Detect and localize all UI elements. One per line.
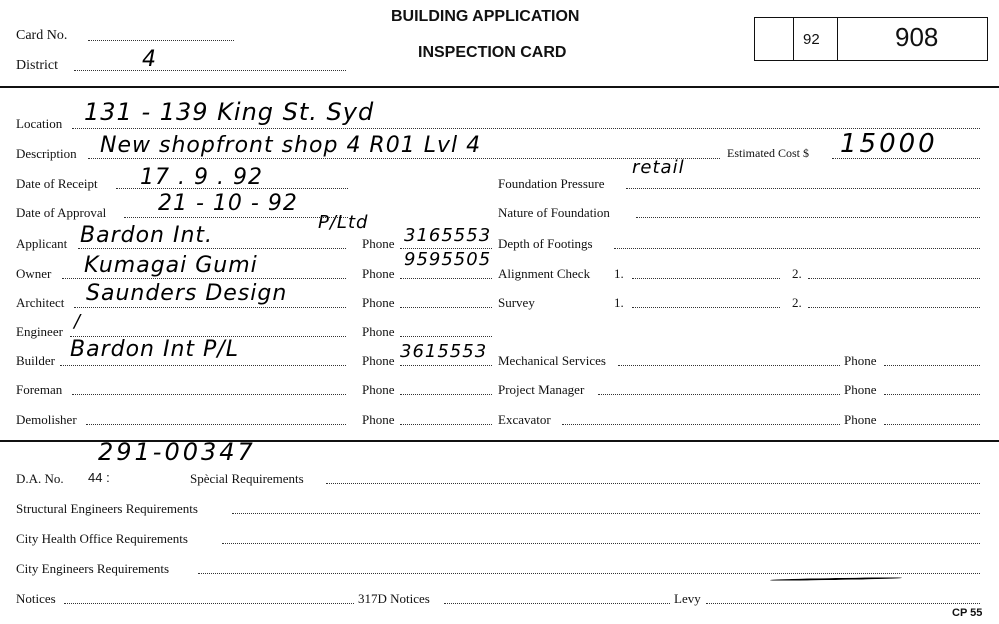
nature-label: Nature of Foundation [498,205,610,220]
demolisher-phone-field[interactable] [400,424,492,425]
builder-field[interactable] [60,365,346,366]
notices-label: Notices [16,591,56,606]
description-value: New shopfront shop 4 R01 Lvl 4 [100,133,482,158]
form-code: CP 55 [952,607,983,619]
notices-field[interactable] [64,603,354,604]
health-label: City Health Office Requirements [16,531,188,546]
demolisher-label: Demolisher [16,412,77,427]
survey-2-label: 2. [792,295,802,310]
title-line-1: BUILDING APPLICATION [391,8,580,25]
alignment-label: Alignment Check [498,266,591,281]
excavator-phone-label: Phone [844,412,877,427]
receipt-label: Date of Receipt [16,176,98,191]
da-handwritten-number: 291-00347 [98,438,256,466]
box-number: 908 [895,22,939,52]
demolisher-field[interactable] [86,424,346,425]
levy-field[interactable] [706,603,980,604]
card-number-box [754,17,988,61]
project-manager-phone-field[interactable] [884,394,980,395]
city-engineers-field[interactable] [198,573,980,574]
title-line-2: INSPECTION CARD [418,44,567,61]
applicant-phone-label: Phone [362,236,395,251]
owner-phone-field[interactable] [400,278,492,279]
applicant-value: Bardon Int. [80,223,214,248]
owner-value: Kumagai Gumi [84,253,258,278]
depth-label: Depth of Footings [498,236,593,251]
district-field[interactable] [74,70,346,71]
special-field[interactable] [326,483,980,484]
approval-field[interactable] [124,217,348,218]
project-manager-field[interactable] [598,394,840,395]
depth-field[interactable] [614,248,980,249]
excavator-phone-field[interactable] [884,424,980,425]
levy-label: Levy [674,591,701,606]
nature-field[interactable] [636,217,980,218]
applicant-note: P/Ltd [318,212,369,233]
survey-2-field[interactable] [808,307,980,308]
architect-value: Saunders Design [86,281,288,306]
architect-field[interactable] [74,307,346,308]
box-year: 92 [803,31,820,48]
da-value: 44 : [88,470,110,485]
mechanical-phone-field[interactable] [884,365,980,366]
builder-value: Bardon Int P/L [70,337,239,362]
architect-phone-field[interactable] [400,307,492,308]
description-label: Description [16,146,77,161]
card-no-field[interactable] [88,40,234,41]
description-field[interactable] [88,158,720,159]
builder-phone-label: Phone [362,353,395,368]
builder-phone-field[interactable] [400,365,492,366]
survey-1-field[interactable] [632,307,780,308]
engineer-phone-label: Phone [362,324,395,339]
engineer-label: Engineer [16,324,63,339]
foundation-pressure-label: Foundation Pressure [498,176,605,191]
approval-label: Date of Approval [16,205,107,220]
district-value: 4 [142,47,157,72]
receipt-value: 17 . 9 . 92 [140,165,263,190]
owner-phone-label: Phone [362,266,395,281]
owner-label: Owner [16,266,52,281]
structural-label: Structural Engineers Requirements [16,501,198,516]
notices-317d-label: 317D Notices [358,591,430,606]
notices-317d-field[interactable] [444,603,670,604]
card-no-label: Card No. [16,28,68,43]
builder-phone: 3615553 [400,341,488,362]
description-note: retail [632,157,685,178]
da-label: D.A. No. [16,471,64,486]
owner-field[interactable] [62,278,346,279]
health-field[interactable] [222,543,980,544]
project-manager-phone-label: Phone [844,382,877,397]
project-manager-label: Project Manager [498,382,585,397]
foreman-phone-field[interactable] [400,394,492,395]
alignment-2-field[interactable] [808,278,980,279]
survey-label: Survey [498,295,535,310]
approval-value: 21 - 10 - 92 [158,191,298,216]
alignment-1-label: 1. [614,266,624,281]
foundation-pressure-field[interactable] [626,188,980,189]
foreman-label: Foreman [16,382,63,397]
excavator-field[interactable] [562,424,840,425]
architect-phone-label: Phone [362,295,395,310]
engineer-value: / [74,311,82,332]
special-label: Spècial Requirements [190,471,304,486]
location-value: 131 - 139 King St. Syd [84,98,375,126]
survey-1-label: 1. [614,295,624,310]
engineer-phone-field[interactable] [400,336,492,337]
divider-top [0,86,999,88]
applicant-label: Applicant [16,236,68,251]
mechanical-field[interactable] [618,365,840,366]
district-label: District [16,58,58,73]
location-label: Location [16,116,63,131]
estimated-cost-label: Estimated Cost $ [727,146,809,160]
applicant-phone: 3165553 [404,225,492,246]
excavator-label: Excavator [498,412,551,427]
estimated-cost-value: 15000 [840,129,938,159]
mechanical-phone-label: Phone [844,353,877,368]
structural-field[interactable] [232,513,980,514]
architect-label: Architect [16,295,65,310]
builder-label: Builder [16,353,55,368]
alignment-1-field[interactable] [632,278,780,279]
foreman-field[interactable] [72,394,346,395]
demolisher-phone-label: Phone [362,412,395,427]
alignment-2-label: 2. [792,266,802,281]
mechanical-label: Mechanical Services [498,353,606,368]
foreman-phone-label: Phone [362,382,395,397]
owner-phone: 9595505 [404,249,492,270]
handwritten-stroke [770,577,902,581]
city-engineers-label: City Engineers Requirements [16,561,170,576]
applicant-field[interactable] [78,248,346,249]
